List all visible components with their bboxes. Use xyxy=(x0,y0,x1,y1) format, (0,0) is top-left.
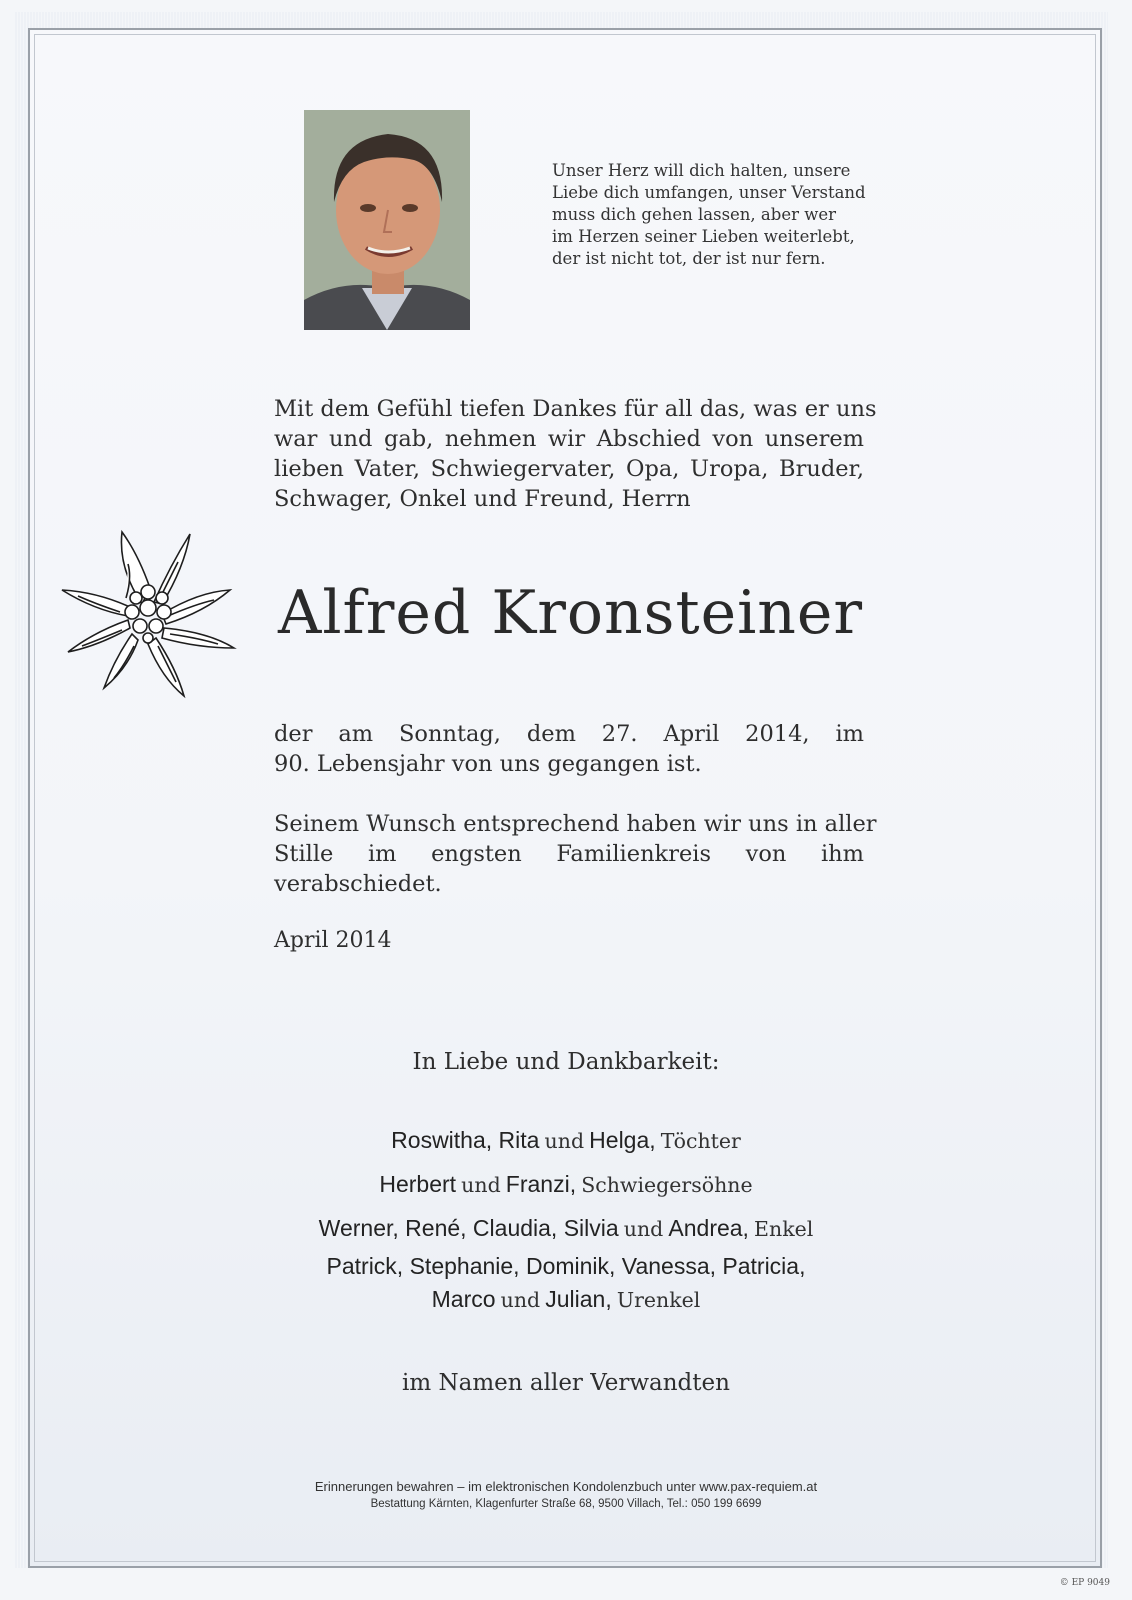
family-join: und xyxy=(461,1173,501,1197)
intro-line: Schwager, Onkel und Freund, Herrn xyxy=(274,486,691,512)
family-names: Andrea, xyxy=(668,1215,749,1241)
poem-line: muss dich gehen lassen, aber wer xyxy=(552,205,836,224)
closing-line: im Namen aller Verwandten xyxy=(402,1370,730,1396)
family-join: und xyxy=(544,1129,585,1153)
edelweiss-icon xyxy=(58,528,238,700)
deceased-name: Alfred Kronsteiner xyxy=(278,578,864,648)
family-row-grandchildren xyxy=(0,1206,1132,1250)
family-names: Herbert xyxy=(379,1171,457,1197)
family-list xyxy=(0,1118,1132,1316)
family-join: und xyxy=(500,1288,541,1312)
family-row-great-grandchildren xyxy=(0,1250,1132,1283)
thanks-heading: In Liebe und Dankbarkeit: xyxy=(412,1049,720,1075)
family-role: Töchter xyxy=(660,1129,741,1153)
intro-line: Mit dem Gefühl tiefen Dankes für all das, was er uns xyxy=(274,396,877,422)
family-join: und xyxy=(623,1217,664,1241)
family-names: Patrick, Stephanie, Dominik, Vanessa, Patricia, xyxy=(326,1253,806,1279)
death-line: 90. Lebensjahr von uns gegangen ist. xyxy=(274,751,702,777)
family-names: Werner, René, Claudia, Silvia xyxy=(318,1215,619,1241)
family-names: Roswitha, Rita xyxy=(391,1127,540,1153)
poem-line: der ist nicht tot, der ist nur fern. xyxy=(552,249,826,268)
portrait-photo xyxy=(304,110,470,330)
family-row-sons-in-law xyxy=(0,1162,1132,1206)
intro-line: war und gab, nehmen wir Abschied von unserem xyxy=(274,426,864,452)
family-role: Enkel xyxy=(754,1217,814,1241)
family-row-great-grandchildren-2 xyxy=(0,1283,1132,1316)
footer-address-line: Bestattung Kärnten, Klagenfurter Straße 68, 9500 Villach, Tel.: 050 199 6699 xyxy=(370,1498,762,1510)
family-names: Franzi, xyxy=(505,1171,577,1197)
farewell-line: Stille im engsten Familienkreis von ihm xyxy=(274,841,864,867)
family-names: Helga, xyxy=(589,1127,656,1153)
farewell-note xyxy=(274,809,877,899)
poem-line: Unser Herz will dich halten, unsere xyxy=(552,161,851,180)
notice-date: April 2014 xyxy=(274,928,392,953)
footer xyxy=(0,1478,1132,1512)
poem-line: Liebe dich umfangen, unser Verstand xyxy=(552,183,866,202)
farewell-line: Seinem Wunsch entsprechend haben wir uns in aller xyxy=(274,811,877,837)
print-code: © EP 9049 xyxy=(1059,1578,1110,1588)
death-line: der am Sonntag, dem 27. April 2014, im xyxy=(274,721,864,747)
family-role: Urenkel xyxy=(616,1288,701,1312)
intro-line: lieben Vater, Schwiegervater, Opa, Uropa, Bruder, xyxy=(274,456,864,482)
death-notice xyxy=(274,719,864,779)
farewell-line: verabschiedet. xyxy=(274,871,442,897)
farewell-intro xyxy=(274,394,877,514)
footer-condolence-line: Erinnerungen bewahren – im elektronischen Kondolenzbuch unter www.pax-requiem.at xyxy=(314,1479,818,1494)
memorial-poem xyxy=(552,160,872,270)
family-names: Julian, xyxy=(545,1286,612,1312)
poem-line: im Herzen seiner Lieben weiterlebt, xyxy=(552,227,855,246)
family-row-daughters xyxy=(0,1118,1132,1162)
family-names: Marco xyxy=(431,1286,496,1312)
family-role: Schwiegersöhne xyxy=(581,1173,753,1197)
